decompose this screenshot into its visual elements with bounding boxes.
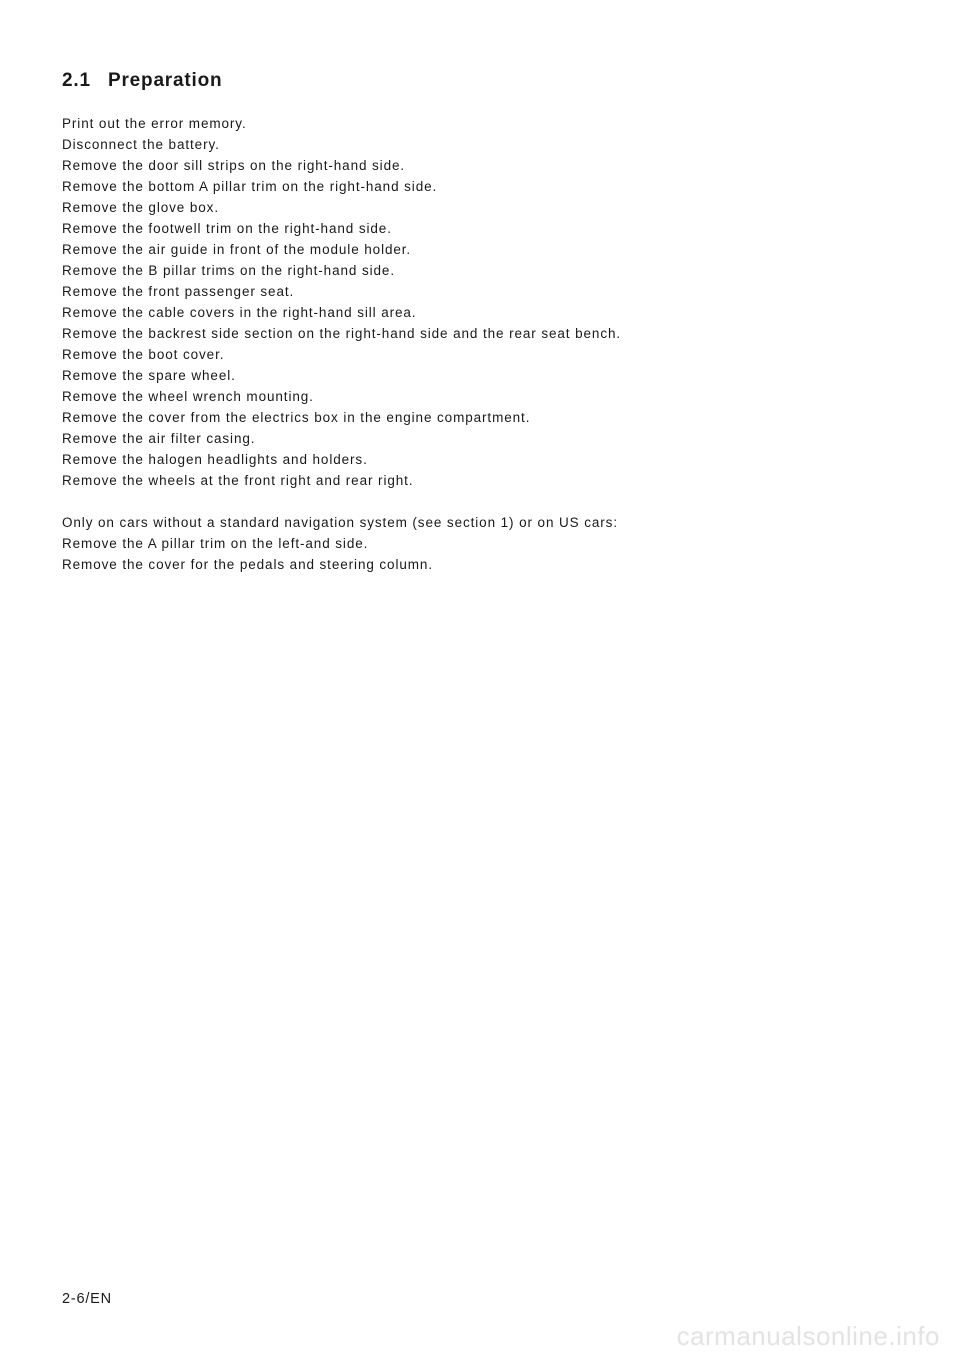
page-number: 2-6/EN — [62, 1291, 112, 1307]
step-line: Remove the spare wheel. — [62, 368, 236, 383]
section-heading — [62, 70, 222, 92]
step-line: Remove the door sill strips on the right-hand side. — [62, 158, 406, 173]
step-line: Remove the backrest side section on the right-hand side and the rear seat bench. — [62, 326, 622, 341]
step-line: Remove the wheel wrench mounting. — [62, 389, 314, 404]
step-line: Remove the front passenger seat. — [62, 284, 295, 299]
step-line: Remove the footwell trim on the right-hand side. — [62, 221, 392, 236]
step-line: Remove the cable covers in the right-hand sill area. — [62, 305, 417, 320]
watermark-text: carmanualsonline.info — [676, 1321, 940, 1351]
step-line: Remove the air guide in front of the module holder. — [62, 242, 412, 257]
step-line: Remove the glove box. — [62, 200, 219, 215]
step-line: Print out the error memory. — [62, 116, 247, 131]
step-line: Remove the boot cover. — [62, 347, 225, 362]
step-line: Remove the halogen headlights and holders. — [62, 452, 368, 467]
instructions-block — [62, 113, 902, 575]
conditional-intro: Only on cars without a standard navigation system (see section 1) or on US cars: — [62, 515, 618, 530]
step-line: Remove the B pillar trims on the right-hand side. — [62, 263, 395, 278]
paragraph-gap — [62, 491, 902, 512]
conditional-step-line: Remove the cover for the pedals and steering column. — [62, 557, 433, 572]
step-line: Remove the air filter casing. — [62, 431, 256, 446]
conditional-step-line: Remove the A pillar trim on the left-and side. — [62, 536, 369, 551]
section-number: 2.1 — [62, 70, 91, 91]
section-title: Preparation — [108, 70, 223, 91]
step-line: Remove the cover from the electrics box in the engine compartment. — [62, 410, 531, 425]
step-line: Remove the wheels at the front right and rear right. — [62, 473, 414, 488]
step-line: Disconnect the battery. — [62, 137, 220, 152]
step-line: Remove the bottom A pillar trim on the right-hand side. — [62, 179, 438, 194]
